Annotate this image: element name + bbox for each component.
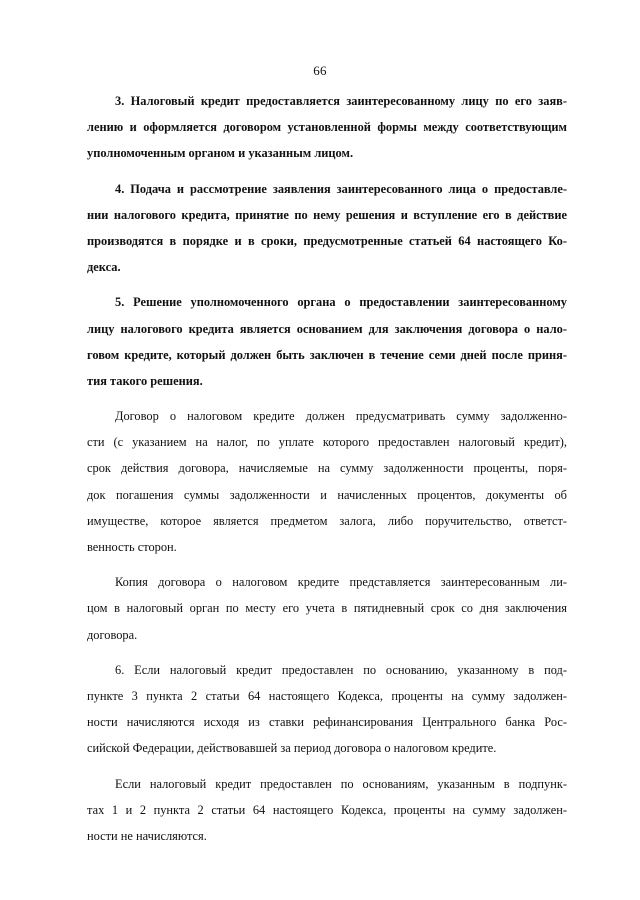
text-line: Если налоговый кредит предоставлен по основаниям, указанным в подпунк- [115,776,567,791]
paragraph [87,569,567,648]
text-line: сийской Федерации, действовавшей за период договора о налоговом кредите. [87,741,497,756]
paragraph [87,657,567,762]
text-line: док погашения суммы задолженности и начисленных процентов, документы об [87,487,567,502]
text-line: лению и оформляется договором установленной формы между соответствующим [87,120,567,135]
text-line: декса. [87,260,121,275]
text-line: лицу налогового кредита является основанием для заключения договора о нало- [87,321,567,336]
text-line: уполномоченным органом и указанным лицом. [87,146,354,161]
text-line: 3. Налоговый кредит предоставляется заинтересованному лицу по его заяв- [115,94,567,108]
paragraph [87,176,567,281]
text-line: говом кредите, который должен быть заключен в течение семи дней после приня- [87,347,567,362]
text-line: производятся в порядке и в сроки, предусмотренные статьей 64 настоящего Ко- [87,233,567,248]
text-line: имуществе, которое является предметом залога, либо поручительство, ответст- [87,513,567,528]
text-line: пункте 3 пункта 2 статьи 64 настоящего Кодекса, проценты на сумму задолжен- [87,688,567,703]
paragraph [87,88,567,167]
text-line: 6. Если налоговый кредит предоставлен по основанию, указанному в под- [115,662,567,677]
text-line: нии налогового кредита, принятие по нему решения и вступление его в действие [87,207,567,222]
paragraph [87,403,567,560]
text-line: 5. Решение уполномоченного органа о предоставлении заинтересованному [115,295,567,310]
text-line: Договор о налоговом кредите должен предусматривать сумму задолженно- [115,409,567,424]
text-line: тах 1 и 2 пункта 2 статьи 64 настоящего Кодекса, проценты на сумму задолжен- [87,802,567,817]
paragraph [87,771,567,850]
document-body [87,88,567,858]
text-line: срок действия договора, начисляемые на сумму задолженности проценты, поря- [87,461,567,476]
text-line: договора. [87,627,138,642]
text-line: ности начисляются исходя из ставки рефинансирования Центрального банка Рос- [87,715,567,730]
text-line: 4. Подача и рассмотрение заявления заинтересованного лица о предоставле- [115,181,567,196]
text-line: венность сторон. [87,540,177,554]
text-line: ности не начисляются. [87,828,207,843]
text-line: сти (с указанием на налог, по уплате которого предоставлен налоговый кредит), [87,435,567,450]
text-line: цом в налоговый орган по месту его учета в пятидневный срок со дня заключения [87,601,567,616]
page-number: 66 [313,63,327,78]
paragraph [87,289,567,394]
text-line: Копия договора о налоговом кредите представляется заинтересованным ли- [115,575,567,590]
text-line: тия такого решения. [87,373,203,388]
